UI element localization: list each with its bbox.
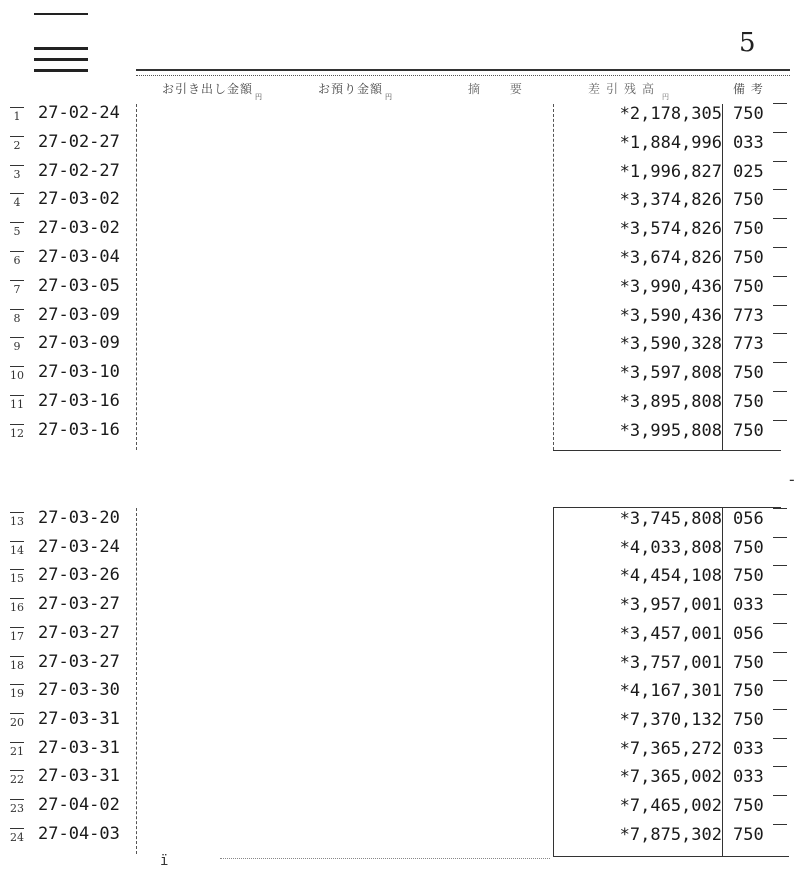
balance-amount: *3,374,826	[619, 190, 722, 211]
remarks-code: 025	[733, 161, 764, 182]
remarks-tick	[773, 161, 787, 162]
header-deposit: お預り金額$_円$	[318, 82, 393, 101]
transaction-row	[0, 418, 803, 447]
transaction-date: 27-02-27	[38, 160, 120, 181]
transaction-row	[0, 563, 803, 592]
remarks-code: 750	[733, 276, 764, 297]
remarks-code: 750	[733, 248, 764, 268]
line-number: 7	[8, 283, 26, 296]
transaction-date: 27-03-04	[38, 247, 120, 267]
balance-amount: *4,167,301	[619, 681, 722, 702]
remarks-tick	[773, 680, 787, 681]
remarks-tick	[773, 420, 787, 421]
balance-amount: *7,465,002	[619, 796, 722, 816]
remarks-code: 773	[733, 334, 764, 355]
remarks-code: 033	[733, 595, 764, 616]
remarks-code: 750	[733, 824, 764, 845]
remarks-tick	[773, 189, 787, 190]
transaction-row	[0, 274, 803, 303]
balance-amount: *3,590,436	[619, 305, 722, 326]
transaction-row	[0, 101, 803, 130]
balance-amount: *1,884,996	[619, 132, 722, 153]
balance-amount: *7,370,132	[619, 709, 722, 730]
remarks-tick	[773, 594, 787, 595]
remarks-code: 750	[733, 537, 764, 558]
remarks-code: 750	[733, 420, 764, 441]
transaction-row	[0, 216, 803, 245]
transaction-row	[0, 650, 803, 679]
line-number: 9	[8, 340, 26, 353]
ledger-mark-2	[34, 58, 88, 61]
transaction-row	[0, 130, 803, 159]
transaction-date: 27-03-31	[38, 766, 120, 787]
balance-amount: *3,590,328	[619, 334, 722, 355]
stray-mark-right: -	[787, 470, 797, 489]
transaction-row	[0, 303, 803, 332]
transaction-date: 27-04-03	[38, 823, 120, 844]
remarks-tick	[773, 709, 787, 710]
transaction-row	[0, 389, 803, 418]
transaction-date: 27-03-02	[38, 189, 120, 210]
header-balance: 差引残高$_円$	[588, 82, 670, 101]
balance-amount: *3,995,808	[619, 420, 722, 441]
transaction-row	[0, 506, 803, 535]
line-number: 2	[8, 139, 26, 152]
line-number: 12	[10, 426, 24, 440]
line-number: 24	[10, 830, 24, 844]
transaction-row	[0, 678, 803, 707]
stray-mark-bottom: ï	[160, 853, 169, 869]
transaction-date: 27-04-02	[38, 795, 120, 815]
line-number: 1	[8, 110, 26, 123]
remarks-code: 750	[733, 190, 764, 211]
line-number: 4	[8, 196, 26, 209]
transaction-date: 27-03-24	[38, 536, 120, 557]
transaction-date: 27-03-09	[38, 333, 120, 354]
transaction-date: 27-03-09	[38, 304, 120, 325]
remarks-tick	[773, 623, 787, 624]
line-number: 3	[8, 168, 26, 181]
remarks-code: 750	[733, 392, 764, 412]
line-number: 18	[10, 658, 24, 672]
remarks-tick	[773, 276, 787, 277]
remarks-code: 033	[733, 132, 764, 153]
rule-section-end	[553, 450, 781, 451]
balance-amount: *3,757,001	[619, 652, 722, 673]
transaction-date: 27-03-02	[38, 218, 120, 239]
balance-amount: *3,957,001	[619, 595, 722, 616]
transaction-row	[0, 535, 803, 564]
transaction-date: 27-03-05	[38, 275, 120, 296]
line-number: 22	[10, 773, 24, 787]
transaction-date: 27-03-27	[38, 594, 120, 615]
header-rule-top	[136, 69, 790, 71]
transaction-row	[0, 159, 803, 188]
remarks-tick	[773, 103, 787, 104]
rule-page-bottom	[553, 856, 789, 857]
remarks-code: 750	[733, 681, 764, 702]
remarks-tick	[773, 795, 787, 796]
transaction-date: 27-03-16	[38, 391, 120, 411]
rule-page-bottom-dotted	[220, 858, 550, 859]
transaction-row	[0, 736, 803, 765]
line-number: 8	[8, 312, 26, 325]
remarks-tick	[773, 652, 787, 653]
remarks-tick	[773, 391, 787, 392]
remarks-tick	[773, 132, 787, 133]
transaction-row	[0, 331, 803, 360]
balance-amount: *3,457,001	[619, 623, 722, 644]
line-number: 16	[10, 601, 24, 615]
balance-amount: *3,674,826	[619, 248, 722, 268]
transaction-date: 27-03-26	[38, 565, 120, 586]
transaction-row	[0, 707, 803, 736]
transaction-date: 27-03-16	[38, 419, 120, 440]
remarks-code: 033	[733, 767, 764, 788]
remarks-code: 750	[733, 652, 764, 673]
remarks-code: 033	[733, 738, 764, 759]
header-withdrawal: お引き出し金額$_円$	[162, 82, 263, 101]
remarks-code: 750	[733, 104, 764, 124]
remarks-tick	[773, 218, 787, 219]
balance-amount: *7,365,272	[619, 738, 722, 759]
transaction-date: 27-03-10	[38, 362, 120, 383]
header-description: 摘 要	[468, 82, 523, 96]
line-number: 6	[8, 254, 26, 267]
balance-amount: *7,365,002	[619, 767, 722, 788]
transaction-row	[0, 621, 803, 650]
balance-amount: *3,574,826	[619, 219, 722, 240]
balance-amount: *4,454,108	[619, 566, 722, 587]
remarks-code: 750	[733, 566, 764, 587]
transaction-row	[0, 187, 803, 216]
remarks-tick	[773, 824, 787, 825]
transaction-date: 27-03-31	[38, 737, 120, 758]
remarks-code: 056	[733, 623, 764, 644]
remarks-tick	[773, 537, 787, 538]
line-number: 19	[10, 687, 24, 701]
transaction-date: 27-03-20	[38, 508, 120, 528]
transaction-date: 27-03-27	[38, 622, 120, 643]
remarks-tick	[773, 766, 787, 767]
line-number: 23	[10, 802, 24, 815]
line-number: 14	[10, 543, 24, 557]
header-rule-dotted	[136, 75, 790, 76]
transaction-row	[0, 245, 803, 274]
remarks-code: 773	[733, 305, 764, 326]
balance-amount: *3,597,808	[619, 363, 722, 384]
balance-amount: *4,033,808	[619, 537, 722, 558]
line-number: 10	[10, 369, 24, 383]
transaction-date: 27-03-27	[38, 651, 120, 672]
transaction-date: 27-02-24	[38, 103, 120, 123]
transaction-date: 27-02-27	[38, 131, 120, 152]
line-number: 21	[10, 744, 24, 758]
remarks-code: 750	[733, 363, 764, 384]
balance-amount: *2,178,305	[619, 104, 722, 124]
transaction-row	[0, 822, 803, 851]
transaction-date: 27-03-30	[38, 680, 120, 701]
line-number: 20	[10, 715, 24, 729]
remarks-tick	[773, 333, 787, 334]
header-remarks: 備 考	[733, 82, 764, 96]
remarks-code: 056	[733, 509, 764, 529]
remarks-code: 750	[733, 219, 764, 240]
transaction-row	[0, 764, 803, 793]
balance-amount: *3,990,436	[619, 276, 722, 297]
line-number: 15	[10, 572, 24, 586]
ledger-mark-1	[34, 47, 88, 50]
transaction-row	[0, 793, 803, 822]
balance-amount: *1,996,827	[619, 161, 722, 182]
remarks-code: 750	[733, 796, 764, 816]
line-number: 5	[8, 225, 26, 238]
balance-amount: *3,745,808	[619, 509, 722, 529]
ledger-mark-3	[34, 69, 88, 72]
line-number: 17	[10, 629, 24, 643]
remarks-tick	[773, 305, 787, 306]
transaction-row	[0, 360, 803, 389]
remarks-tick	[773, 362, 787, 363]
ledger-mark-top	[34, 13, 88, 15]
balance-amount: *7,875,302	[619, 824, 722, 845]
remarks-tick	[773, 508, 787, 509]
remarks-tick	[773, 565, 787, 566]
transaction-date: 27-03-31	[38, 708, 120, 729]
balance-amount: *3,895,808	[619, 392, 722, 412]
remarks-tick	[773, 247, 787, 248]
line-number: 11	[10, 398, 24, 411]
remarks-code: 750	[733, 709, 764, 730]
remarks-tick	[773, 738, 787, 739]
line-number: 13	[10, 515, 24, 528]
page-number: 5	[739, 28, 756, 58]
transaction-row	[0, 592, 803, 621]
